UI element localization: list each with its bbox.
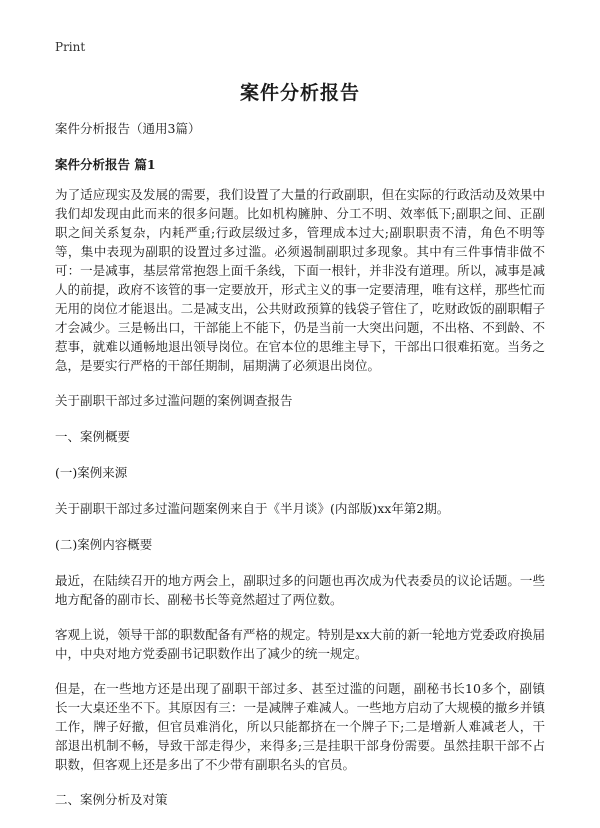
page-title: 案件分析报告 (239, 82, 360, 104)
document-subtitle: 案件分析报告（通用3篇） (55, 121, 201, 136)
heading-overview: 一、案例概要 (55, 429, 131, 444)
paragraph: 但是，在一些地方还是出现了副职干部过多、甚至过滥的问题，副秘书长10多个，副镇长一大桌还坐不下。其原因有三：一是减牌子难减人。一些地方启动了大规模的撤乡并镇工作，牌子好撤，但官员难消化，所以只能都挤在一个牌子下;二是增新人难减老人，干部退出机制不畅，导致干部走得少，来得多;三是挂职干部身份需要。虽然挂职干部不占职数，但客观上还是多出了不少带有副职名头的官员。 (55, 681, 545, 772)
paragraph: 最近，在陆续召开的地方两会上，副职过多的问题也再次成为代表委员的议论话题。一些地方配备的副市长、副秘书长等竟然超过了两位数。 (55, 573, 545, 607)
heading-analysis: 二、案例分析及对策 (55, 792, 168, 807)
paragraph: 为了适应现实及发展的需要，我们设置了大量的行政副职，但在实际的行政活动及效果中我们却发现由此而来的很多问题。比如机构臃肿、分工不明、效率低下;副职之间、正副职之间关系复杂，内耗严重;行政层级过多，管理成本过大;副职职责不清，角色不明等等，集中表现为副职的设置过多过滥。必须遏制副职过多现象。其中有三件事情非做不可：一是减事，基层常常抱怨上面千条线，下面一根针，并非没有道理。所以，减事是减人的前提，政府不该管的事一定要放开，形式主义的事一定要清理，唯有这样，那些忙而无用的岗位才能退出。二是减支出，公共财政预算的钱袋子管住了，吃财政饭的副职帽子才会减少。三是畅出口，干部能上不能下，仍是当前一大突出问题，不出格、不到龄、不惹事，就难以通畅地退出领导岗位。在官本位的思维主导下，干部出口很难拓宽。当务之急，是要实行严格的干部任期制，届期满了必须退出岗位。 (55, 187, 545, 373)
section-heading: 案件分析报告 篇1 (55, 157, 156, 172)
report-title: 关于副职干部过多过滥问题的案例调查报告 (55, 393, 293, 408)
heading-source: (一)案例来源 (55, 465, 128, 480)
paragraph: 客观上说，领导干部的职数配备有严格的规定。特别是xx大前的新一轮地方党委政府换届中，中央对地方党委副书记职数作出了减少的统一规定。 (55, 627, 545, 661)
heading-content-summary: (二)案例内容概要 (55, 537, 153, 552)
print-link[interactable]: Print (55, 40, 86, 54)
source-text: 关于副职干部过多过滥问题案例来自于《半月谈》(内部版)xx年第2期。 (55, 501, 450, 516)
